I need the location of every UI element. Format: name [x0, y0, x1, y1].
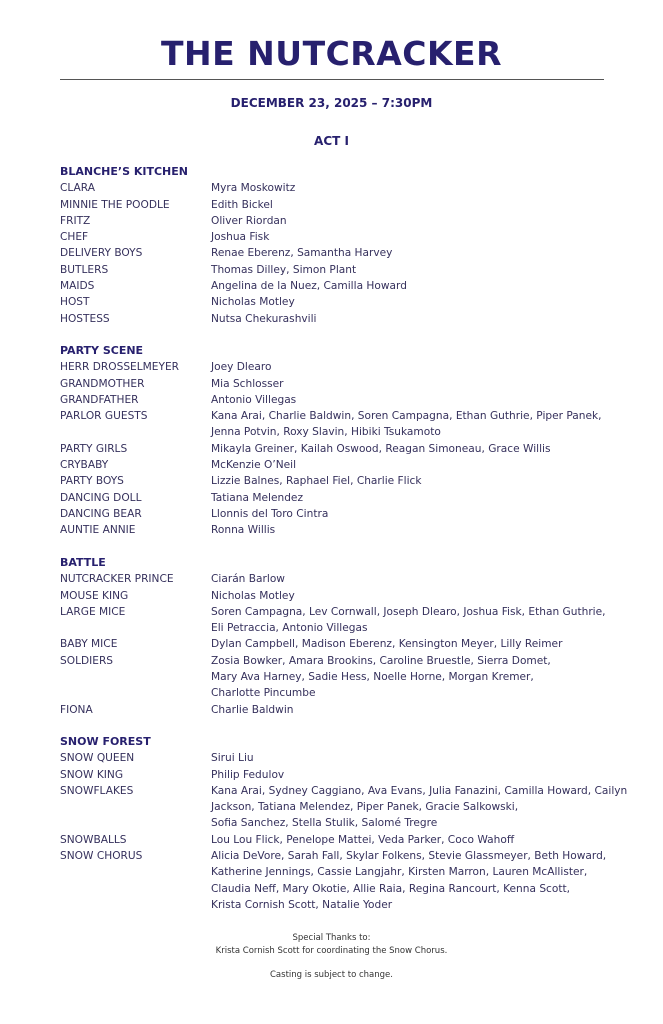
- section-party-scene: [60, 343, 620, 539]
- cast-row: [60, 636, 620, 652]
- cast-names-line: Ciarán Barlow: [211, 573, 285, 586]
- cast-row: [60, 490, 620, 506]
- role-name: GRANDMOTHER: [60, 377, 145, 390]
- role-name: LARGE MICE: [60, 605, 126, 618]
- section-heading: BLANCHE’S KITCHEN: [60, 165, 188, 178]
- cast-names: [211, 180, 620, 196]
- cast-row: [60, 408, 620, 441]
- special-thanks-heading: Special Thanks to:: [292, 933, 371, 943]
- cast-names-line: Charlie Baldwin: [211, 703, 294, 716]
- cast-row: [60, 588, 620, 604]
- cast-names: [211, 702, 620, 718]
- cast-row: [60, 262, 620, 278]
- cast-names-line: Renae Eberenz, Samantha Harvey: [211, 247, 393, 260]
- cast-row: [60, 571, 620, 587]
- role-name: CRYBABY: [60, 459, 109, 472]
- cast-names: [211, 490, 620, 506]
- cast-names-line: Mikayla Greiner, Kailah Oswood, Reagan Simoneau, Grace Willis: [211, 442, 551, 455]
- cast-names-line: Tatiana Melendez: [211, 491, 304, 504]
- cast-names-line: Claudia Neff, Mary Okotie, Allie Raia, Regina Rancourt, Kenna Scott,: [211, 882, 571, 895]
- section-blanches-kitchen: [60, 164, 620, 327]
- cast-names: [211, 588, 620, 604]
- section-heading: SNOW FOREST: [60, 735, 151, 748]
- cast-row: [60, 441, 620, 457]
- cast-row: [60, 506, 620, 522]
- cast-names-line: Llonnis del Toro Cintra: [211, 507, 329, 520]
- cast-row: [60, 278, 620, 294]
- cast-row: [60, 473, 620, 489]
- cast-names: [211, 604, 620, 637]
- cast-names: [211, 197, 620, 213]
- cast-names-line: Jackson, Tatiana Melendez, Piper Panek, Gracie Salkowski,: [211, 801, 519, 814]
- performance-date: DECEMBER 23, 2025 – 7:30PM: [230, 96, 433, 110]
- role-name: HERR DROSSELMEYER: [60, 361, 180, 374]
- cast-row: [60, 294, 620, 310]
- cast-names-line: Antonio Villegas: [211, 393, 297, 406]
- role-name: NUTCRACKER PRINCE: [60, 573, 174, 586]
- cast-names: [211, 473, 620, 489]
- cast-names: [211, 783, 627, 832]
- role-name: DELIVERY BOYS: [60, 247, 143, 260]
- cast-row: [60, 392, 620, 408]
- section-heading: PARTY SCENE: [60, 344, 144, 357]
- cast-names-line: Charlotte Pincumbe: [211, 687, 316, 700]
- cast-names: [211, 457, 620, 473]
- cast-row: [60, 750, 620, 766]
- cast-row: [60, 653, 620, 702]
- cast-names: [211, 571, 620, 587]
- section-snow-forest: [60, 734, 628, 913]
- role-name: SNOW KING: [60, 768, 124, 781]
- page-title: THE NUTCRACKER: [161, 34, 502, 73]
- role-name: SNOW QUEEN: [60, 752, 135, 765]
- cast-row: [60, 376, 620, 392]
- cast-names: [211, 832, 620, 848]
- cast-names: [211, 294, 620, 310]
- cast-names: [211, 311, 620, 327]
- cast-names: [211, 653, 620, 702]
- cast-names-line: Zosia Bowker, Amara Brookins, Caroline Bruestle, Sierra Domet,: [211, 654, 551, 667]
- role-name: DANCING BEAR: [60, 507, 142, 520]
- cast-names-line: Mary Ava Harney, Sadie Hess, Noelle Horne, Morgan Kremer,: [211, 671, 534, 684]
- cast-names-line: Myra Moskowitz: [211, 182, 296, 195]
- cast-names: [211, 767, 620, 783]
- cast-names: [211, 750, 620, 766]
- role-name: MOUSE KING: [60, 589, 129, 602]
- cast-names-line: Ronna Willis: [211, 524, 276, 537]
- cast-names: [211, 392, 620, 408]
- cast-names-line: Nicholas Motley: [211, 589, 295, 602]
- cast-names-line: McKenzie O’Neil: [211, 459, 297, 472]
- cast-names: [211, 213, 620, 229]
- cast-names-line: Edith Bickel: [211, 198, 273, 211]
- role-name: CLARA: [60, 182, 95, 195]
- section-battle: [60, 555, 620, 718]
- cast-names: [211, 262, 620, 278]
- cast-names-line: Lou Lou Flick, Penelope Mattei, Veda Parker, Coco Wahoff: [211, 833, 515, 846]
- cast-names-line: Soren Campagna, Lev Cornwall, Joseph Dlearo, Joshua Fisk, Ethan Guthrie,: [211, 605, 606, 618]
- cast-names: [211, 229, 620, 245]
- cast-row: [60, 832, 620, 848]
- cast-names: [211, 848, 620, 913]
- cast-names-line: Kana Arai, Sydney Caggiano, Ava Evans, Julia Fanazini, Camilla Howard, Cailyn: [211, 784, 628, 797]
- role-name: CHEF: [60, 231, 89, 244]
- cast-names: [211, 359, 620, 375]
- role-name: SNOWBALLS: [60, 833, 127, 846]
- cast-names-line: Joshua Fisk: [211, 231, 270, 244]
- cast-names: [211, 506, 620, 522]
- cast-names-line: Katherine Jennings, Cassie Langjahr, Kirsten Marron, Lauren McAllister,: [211, 866, 588, 879]
- cast-names-line: Angelina de la Nuez, Camilla Howard: [211, 280, 407, 293]
- cast-names-line: Lizzie Balnes, Raphael Fiel, Charlie Flick: [211, 475, 422, 488]
- special-thanks-text: Krista Cornish Scott for coordinating the Snow Chorus.: [215, 946, 448, 956]
- cast-names-line: Philip Fedulov: [211, 768, 285, 781]
- cast-names-line: Eli Petraccia, Antonio Villegas: [211, 622, 368, 635]
- cast-names-line: Alicia DeVore, Sarah Fall, Skylar Folkens, Stevie Glassmeyer, Beth Howard,: [211, 850, 607, 863]
- cast-row: [60, 702, 620, 718]
- cast-row: [60, 848, 620, 913]
- cast-names: [211, 376, 620, 392]
- role-name: MAIDS: [60, 280, 95, 293]
- cast-row: [60, 767, 620, 783]
- role-name: AUNTIE ANNIE: [60, 524, 136, 537]
- act-heading: ACT I: [314, 134, 349, 148]
- cast-row: [60, 180, 620, 196]
- cast-row: [60, 229, 620, 245]
- role-name: PARLOR GUESTS: [60, 410, 148, 423]
- cast-names-line: Dylan Campbell, Madison Eberenz, Kensington Meyer, Lilly Reimer: [211, 638, 563, 651]
- cast-row: [60, 359, 620, 375]
- casting-disclaimer: Casting is subject to change.: [270, 970, 393, 980]
- cast-row: [60, 783, 628, 832]
- role-name: DANCING DOLL: [60, 491, 142, 504]
- cast-row: [60, 197, 620, 213]
- cast-names: [211, 408, 620, 441]
- cast-names: [211, 245, 620, 261]
- role-name: PARTY BOYS: [60, 475, 124, 488]
- role-name: HOSTESS: [60, 312, 110, 325]
- role-name: BABY MICE: [60, 638, 118, 651]
- cast-names: [211, 522, 620, 538]
- cast-names: [211, 278, 620, 294]
- cast-names-line: Kana Arai, Charlie Baldwin, Soren Campagna, Ethan Guthrie, Piper Panek,: [211, 410, 602, 423]
- cast-names-line: Joey Dlearo: [211, 361, 272, 374]
- cast-names-line: Sofia Sanchez, Stella Stulik, Salomé Tregre: [211, 817, 438, 830]
- cast-row: [60, 213, 620, 229]
- role-name: SNOW CHORUS: [60, 850, 143, 863]
- cast-names: [211, 441, 620, 457]
- role-name: FRITZ: [60, 214, 91, 227]
- cast-names-line: Mia Schlosser: [211, 377, 284, 390]
- cast-row: [60, 311, 620, 327]
- cast-names-line: Nicholas Motley: [211, 296, 295, 309]
- cast-names-line: Jenna Potvin, Roxy Slavin, Hibiki Tsukamoto: [211, 426, 441, 439]
- title-divider: [60, 79, 604, 80]
- cast-row: [60, 457, 620, 473]
- cast-row: [60, 522, 620, 538]
- role-name: HOST: [60, 296, 90, 309]
- role-name: SNOWFLAKES: [60, 784, 134, 797]
- role-name: MINNIE THE POODLE: [60, 198, 170, 211]
- cast-names-line: Thomas Dilley, Simon Plant: [211, 263, 357, 276]
- cast-row: [60, 245, 620, 261]
- cast-names-line: Krista Cornish Scott, Natalie Yoder: [211, 898, 393, 911]
- cast-names: [211, 636, 620, 652]
- cast-row: [60, 604, 620, 637]
- cast-names-line: Sirui Liu: [211, 752, 254, 765]
- cast-names-line: Oliver Riordan: [211, 214, 287, 227]
- role-name: FIONA: [60, 703, 93, 716]
- role-name: GRANDFATHER: [60, 393, 139, 406]
- section-heading: BATTLE: [60, 556, 106, 569]
- role-name: BUTLERS: [60, 263, 109, 276]
- role-name: PARTY GIRLS: [60, 442, 128, 455]
- role-name: SOLDIERS: [60, 654, 114, 667]
- cast-names-line: Nutsa Chekurashvili: [211, 312, 317, 325]
